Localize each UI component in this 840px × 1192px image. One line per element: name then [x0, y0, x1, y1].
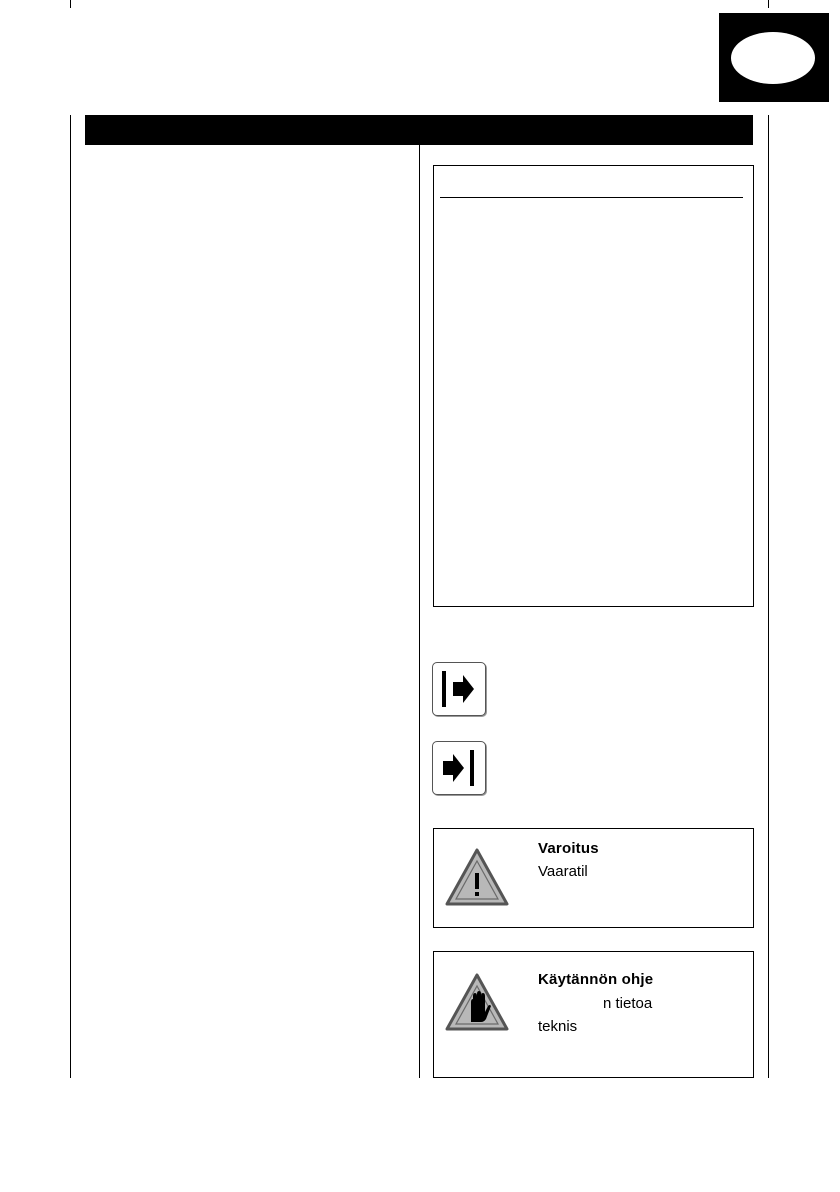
practice-note-title: Käytännön ohje [538, 971, 654, 988]
info-box-rule [440, 197, 743, 198]
warning-note-title: Varoitus [538, 840, 599, 857]
practice-note-line2: teknis [538, 1018, 578, 1035]
warning-triangle-icon [444, 847, 510, 907]
right-margin-line [768, 115, 769, 1078]
bar-arrow-right-icon [432, 662, 486, 716]
info-box [433, 165, 754, 607]
warning-note-text: Vaaratil [538, 863, 588, 880]
language-oval [731, 32, 815, 84]
practice-note-line1: n tietoa [603, 995, 653, 1012]
crop-mark-right [768, 0, 769, 8]
bar-arrow-right-icon-svg [433, 663, 485, 715]
language-tab [719, 13, 829, 102]
warning-note-box [433, 828, 754, 928]
arrow-right-bar-icon [432, 741, 486, 795]
column-divider-line [419, 145, 420, 1078]
practice-note-box [433, 951, 754, 1078]
crop-mark-left [70, 0, 71, 8]
left-margin-line [70, 115, 71, 1078]
arrow-right-bar-icon-svg [433, 742, 485, 794]
section-header-bar [85, 115, 753, 145]
hand-stop-icon [444, 972, 510, 1032]
